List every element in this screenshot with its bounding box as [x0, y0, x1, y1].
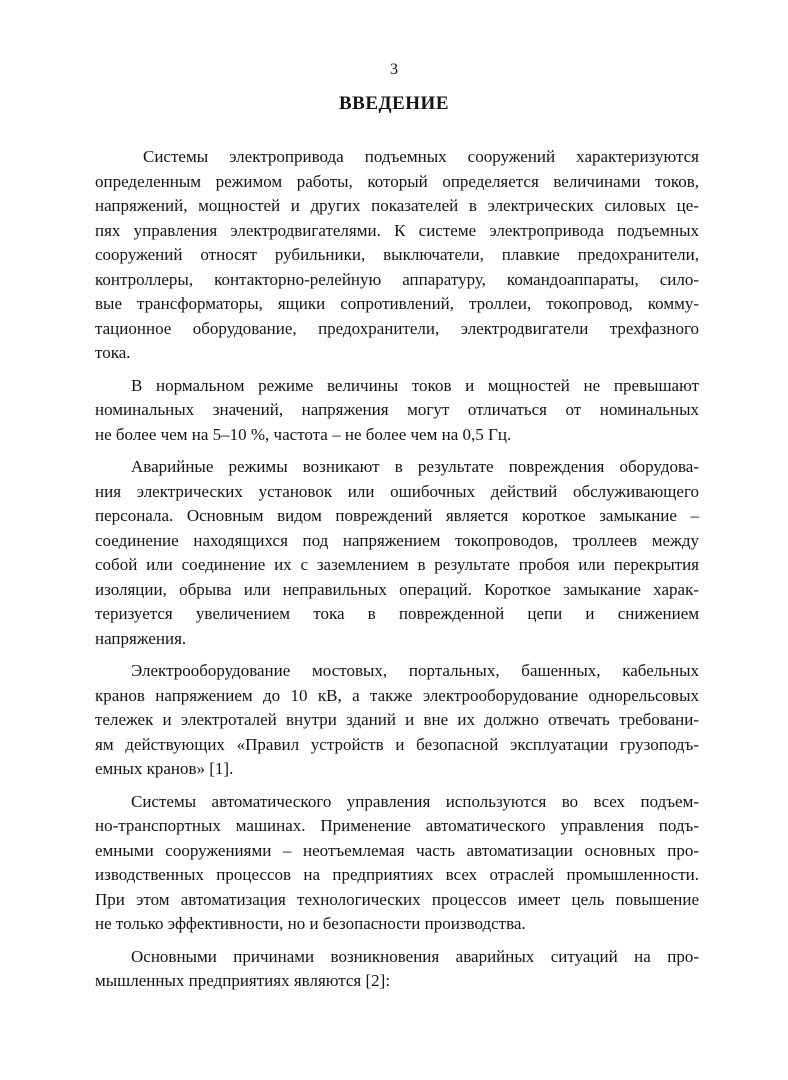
- section-heading: ВВЕДЕНИЕ: [339, 93, 449, 114]
- text-line: тока.: [95, 343, 131, 362]
- text-line: персонала. Основным видом повреждений является короткое замыкание –: [95, 506, 699, 525]
- text-line: теризуется увеличением тока в поврежденной цепи и снижением: [95, 604, 699, 623]
- text-line: Основными причинами возникновения аварийных ситуаций на про-: [131, 946, 699, 966]
- text-line: вые трансформаторы, ящики сопротивлений, троллеи, токопровод, комму-: [95, 294, 699, 313]
- text-line: ям действующих «Правил устройств и безопасной эксплуатации грузоподъ-: [95, 734, 699, 754]
- text-line: не только эффективности, но и безопасности производства.: [95, 914, 526, 933]
- text-line: определенным режимом работы, который определяется величинами токов,: [95, 171, 699, 191]
- text-line: Электрооборудование мостовых, портальных, башенных, кабельных: [131, 661, 699, 680]
- text-line: пях управления электродвигателями. К системе электропривода подъемных: [95, 220, 699, 240]
- text-line: мышленных предприятиях являются [2]:: [95, 971, 391, 990]
- text-line: емными сооружениями – неотъемлемая часть автоматизации основных про-: [95, 840, 699, 860]
- text-line: собой или соединение их с заземлением в результате пробоя или перекрытия: [95, 555, 699, 574]
- text-line: Системы электропривода подъемных сооружений характеризуются: [143, 147, 699, 166]
- paragraph: [95, 659, 699, 782]
- text-line: кранов напряжением до 10 кВ, а также электрооборудование однорельсовых: [95, 685, 699, 705]
- text-line: номинальных значений, напряжения могут отличаться от номинальных: [95, 400, 699, 419]
- page-number: 3: [390, 61, 398, 78]
- text-line: В нормальном режиме величины токов и мощностей не превышают: [131, 375, 699, 395]
- text-line: тележек и электроталей внутри зданий и вне их должно отвечать требовани-: [95, 710, 699, 729]
- paragraph: [95, 945, 699, 994]
- text-line: Системы автоматического управления используются во всех подъем-: [131, 791, 699, 811]
- paragraph: [95, 145, 699, 366]
- text-line: напряжений, мощностей и других показателей в электрических силовых це-: [95, 196, 699, 215]
- text-line: изводственных процессов на предприятиях всех отраслей промышленности.: [95, 865, 699, 884]
- text-line: Аварийные режимы возникают в результате повреждения оборудова-: [131, 457, 699, 476]
- text-line: соединение находящихся под напряжением токопроводов, троллеев между: [95, 530, 699, 550]
- text-line: напряжения.: [95, 628, 187, 648]
- body-text: [95, 145, 699, 1002]
- text-line: ния электрических установок или ошибочных действий обслуживающего: [95, 481, 699, 501]
- text-line: изоляции, обрыва или неправильных операций. Короткое замыкание харак-: [95, 579, 699, 599]
- paragraph: [95, 455, 699, 651]
- text-line: тационное оборудование, предохранители, электродвигатели трехфазного: [95, 318, 699, 338]
- text-line: емных кранов» [1].: [95, 759, 234, 778]
- text-line: не более чем на 5–10 %, частота – не более чем на 0,5 Гц.: [95, 424, 512, 444]
- text-line: При этом автоматизация технологических процессов имеет цель повышение: [95, 889, 699, 909]
- text-line: сооружений относят рубильники, выключатели, плавкие предохранители,: [95, 245, 699, 264]
- paragraph: [95, 374, 699, 448]
- paragraph: [95, 790, 699, 937]
- text-line: но-транспортных машинах. Применение автоматического управления подъ-: [95, 816, 699, 835]
- text-line: контроллеры, контакторно-релейную аппаратуру, командоаппараты, сило-: [95, 269, 699, 289]
